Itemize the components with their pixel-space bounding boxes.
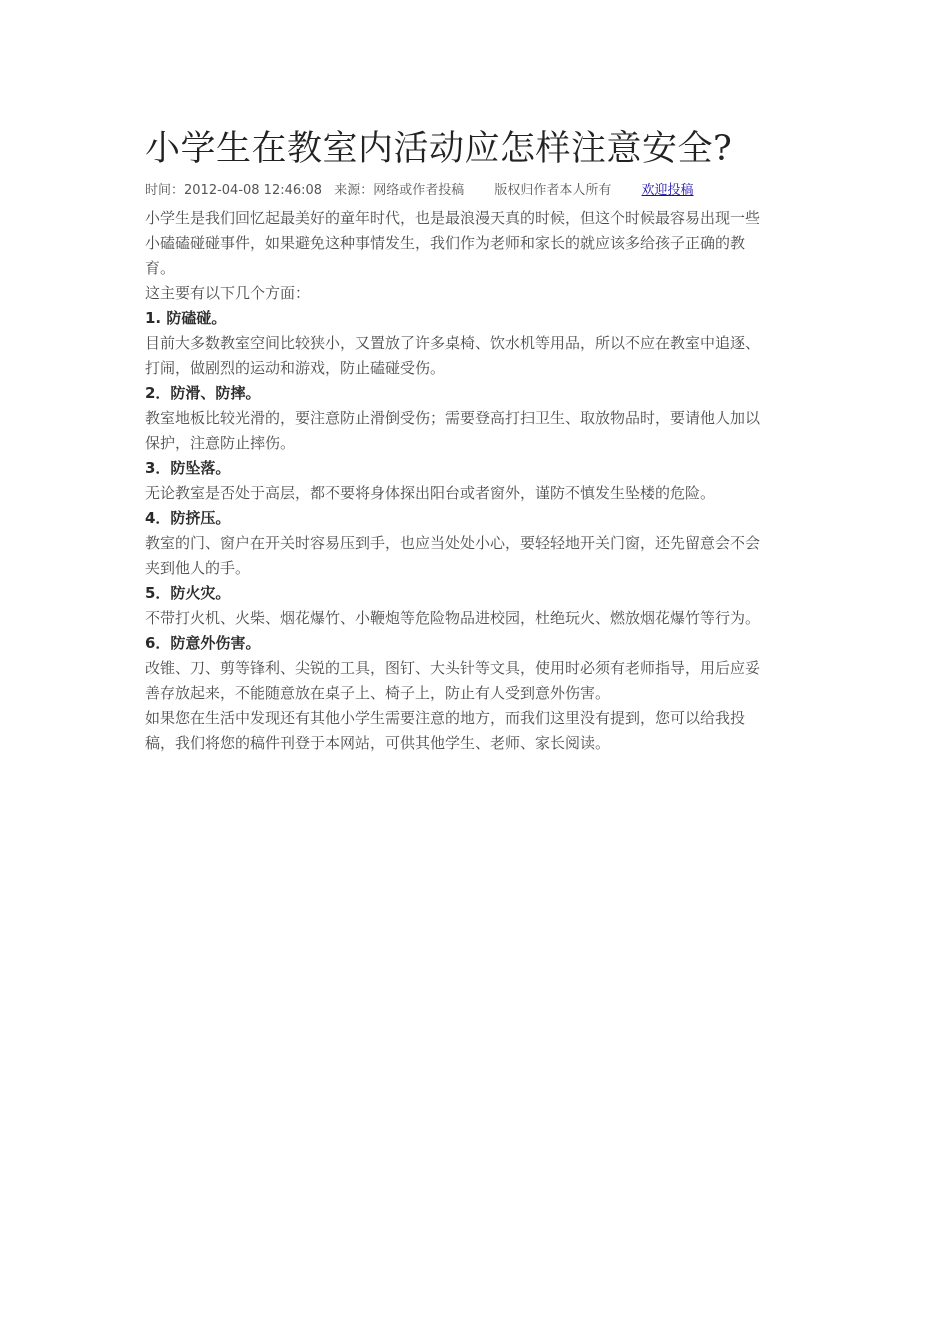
article-meta	[145, 180, 770, 202]
section-body: 改锥、刀、剪等锋利、尖锐的工具，图钉、大头针等文具，使用时必须有老师指导，用后应妥善存放起来，不能随意放在桌子上、椅子上，防止有人受到意外伤害。	[145, 659, 761, 702]
section-heading: 5．防火灾。	[145, 584, 231, 602]
submit-article-link[interactable]: 欢迎投稿	[641, 183, 694, 198]
closing-paragraph: 如果您在生活中发现还有其他小学生需要注意的地方，而我们这里没有提到，您可以给我投稿，我们将您的稿件刊登于本网站，可供其他学生、老师、家长阅读。	[145, 709, 746, 752]
section-heading: 6．防意外伤害。	[145, 634, 261, 652]
article-title: 小学生在教室内活动应怎样注意安全?	[145, 129, 733, 169]
article-page	[145, 122, 770, 756]
section-heading: 1. 防磕碰。	[145, 309, 227, 327]
section-body: 目前大多数教室空间比较狭小，又置放了许多桌椅、饮水机等用品，所以不应在教室中追逐、打闹，做剧烈的运动和游戏，防止磕碰受伤。	[145, 334, 761, 377]
section-heading: 3．防坠落。	[145, 459, 231, 477]
section-body: 不带打火机、火柴、烟花爆竹、小鞭炮等危险物品进校园，杜绝玩火、燃放烟花爆竹等行为。	[145, 609, 761, 627]
lead-paragraph: 这主要有以下几个方面：	[145, 284, 311, 302]
article-body	[145, 206, 770, 756]
copyright-notice: 版权归作者本人所有	[494, 183, 612, 198]
section-heading: 2．防滑、防摔。	[145, 384, 261, 402]
section-body: 无论教室是否处于高层，都不要将身体探出阳台或者窗外，谨防不慎发生坠楼的危险。	[145, 484, 716, 502]
section-body: 教室的门、窗户在开关时容易压到手，也应当处处小心，要轻轻地开关门窗，还先留意会不会夹到他人的手。	[145, 534, 761, 577]
intro-paragraph: 小学生是我们回忆起最美好的童年时代，也是最浪漫天真的时候，但这个时候最容易出现一些小磕磕碰碰事件，如果避免这种事情发生，我们作为老师和家长的就应该多给孩子正确的教育。	[145, 209, 761, 277]
publish-time: 时间：2012-04-08 12:46:08	[145, 183, 323, 198]
article-source: 来源：网络或作者投稿	[334, 183, 465, 198]
section-body: 教室地板比较光滑的，要注意防止滑倒受伤；需要登高打扫卫生、取放物品时，要请他人加以保护，注意防止摔伤。	[145, 409, 761, 452]
section-heading: 4．防挤压。	[145, 509, 231, 527]
